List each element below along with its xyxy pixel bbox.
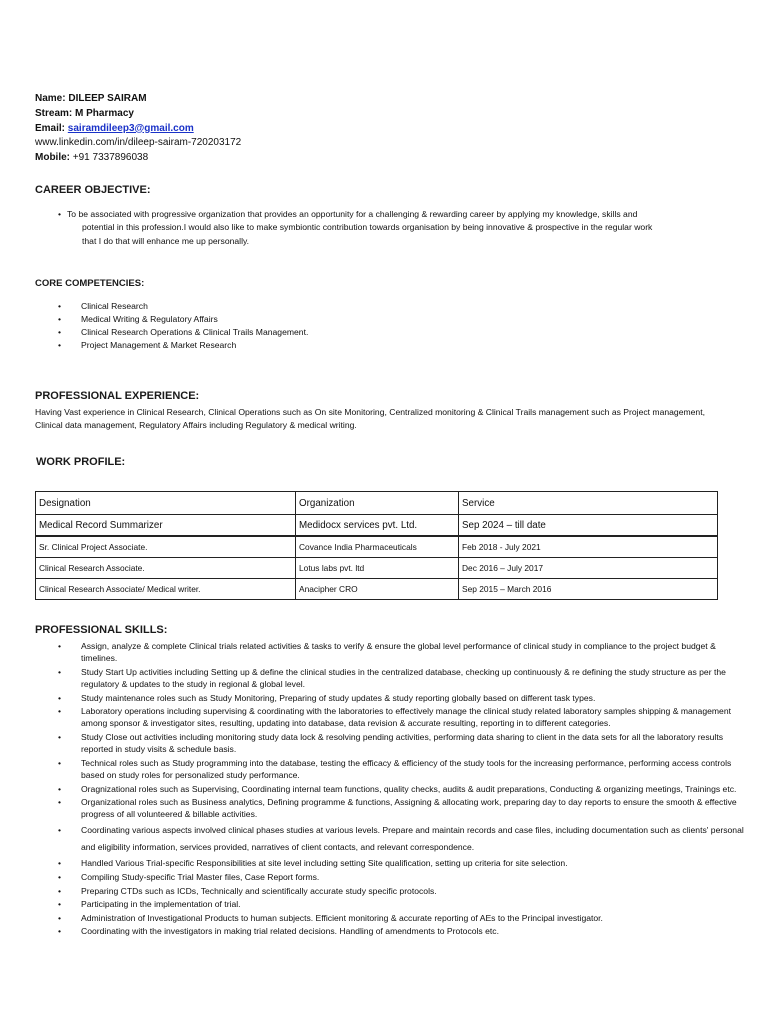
- core-competencies-list: [58, 300, 308, 352]
- mobile-label: Mobile:: [35, 152, 70, 164]
- table-cell: Covance India Pharmaceuticals: [296, 536, 459, 558]
- linkedin-line: www.linkedin.com/in/dileep-sairam-720203172: [35, 137, 242, 149]
- list-item: • Preparing CTDs such as ICDs, Technically and scientifically accurate study specific protocols.: [58, 885, 748, 897]
- column-header: Organization: [296, 492, 459, 515]
- list-item: • Technical roles such as Study programming into the database, testing the efficacy & efficiency of the study tools for the increasing performance, performing access controls based on study roles for personalized study performance.: [58, 757, 748, 781]
- list-item: • Clinical Research Operations & Clinical Trails Management.: [58, 326, 308, 339]
- column-header: Service: [459, 492, 718, 515]
- table-cell: Clinical Research Associate.: [36, 558, 296, 579]
- mobile-value: +91 7337896038: [72, 152, 149, 164]
- list-item: • Laboratory operations including supervising & coordinating with the laboratories to effectively manage the clinical study related laboratory samples shipping & management among sponsor & investigator sites, resulting, updating into database, data revision & accurate resulting, reporting in to different categories.: [58, 705, 748, 729]
- list-item: • Study Close out activities including monitoring study data lock & resolving pending activities, performing data sharing to client in the data sets for all the laboratory results reported in study visits & schedule basis.: [58, 731, 748, 755]
- table-cell: Clinical Research Associate/ Medical writer.: [36, 579, 296, 600]
- table-row: [36, 536, 718, 558]
- list-item: • Coordinating various aspects involved clinical phases studies at various levels. Prepare and maintain records and case files, including documentation such as clients' personal and eligibility information, services provided, narratives of client contacts, and relevant correspondence.: [58, 822, 748, 856]
- table-row: [36, 579, 718, 600]
- table-row: [36, 558, 718, 579]
- list-item: • Participating in the implementation of trial.: [58, 898, 748, 910]
- table-row: [36, 515, 718, 537]
- stream-line: [35, 107, 241, 122]
- objective-line: potential in this profession.I would also like to make symbiontic contribution towards organisation by being innovative & prospective in the regular work: [82, 222, 653, 233]
- objective-line: that I do that will enhance me up personally.: [82, 235, 250, 246]
- objective-line: To be associated with progressive organization that provides an opportunity for a challenging & rewarding career by applying my knowledge, skills and: [67, 209, 638, 219]
- list-item: • Oragnizational roles such as Supervising, Coordinating internal team functions, quality checks, audits & audit preparations, Conducting & organizing meetings, Trainings etc.: [58, 783, 748, 795]
- table-cell: Sep 2015 – March 2016: [459, 579, 718, 600]
- stream-label: Stream:: [35, 107, 73, 119]
- name-label: Name:: [35, 93, 66, 104]
- table-cell: Lotus labs pvt. ltd: [296, 558, 459, 579]
- stream-value: M Pharmacy: [75, 107, 134, 119]
- table-cell: Medical Record Summarizer: [36, 515, 296, 537]
- table-cell: Dec 2016 – July 2017: [459, 558, 718, 579]
- table-cell: Anacipher CRO: [296, 579, 459, 600]
- list-item: • Medical Writing & Regulatory Affairs: [58, 313, 308, 326]
- list-item: • Assign, analyze & complete Clinical trials related activities & tasks to verify & ensure the global level performance of clinical study in compliance to the project budget & timelines.: [58, 640, 748, 664]
- career-objective-text: [58, 208, 708, 248]
- work-profile-heading: WORK PROFILE:: [36, 456, 126, 468]
- professional-skills-list: [58, 640, 748, 939]
- column-header: Designation: [36, 492, 296, 515]
- list-item: • Organizational roles such as Business analytics, Defining programme & functions, Assigning & allocating work, preparing day to day reports to ensure the smooth & effective progress of all volunteered & billable activities.: [58, 796, 748, 820]
- bullet: •: [58, 209, 62, 219]
- list-item: • Study maintenance roles such as Study Monitoring, Preparing of study updates & study reporting globally based on different task types.: [58, 692, 748, 704]
- table-cell: Sep 2024 – till date: [459, 515, 718, 537]
- name-line: [35, 92, 241, 107]
- list-item: • Study Start Up activities including Setting up & define the clinical studies in the centralized database, checking up continuously & re defining the study structure as per the regulatory & updates to the study in regional & global level.: [58, 666, 748, 690]
- email-label: Email:: [35, 122, 66, 134]
- email-line: [35, 122, 241, 137]
- contact-block: [35, 92, 241, 166]
- table-cell: Sr. Clinical Project Associate.: [36, 536, 296, 558]
- work-profile-table: [35, 491, 718, 600]
- list-item: • Compiling Study-specific Trial Master files, Case Report forms.: [58, 871, 748, 883]
- list-item: • Administration of Investigational Products to human subjects. Efficient monitoring & accurate reporting of AEs to the Principal investigator.: [58, 912, 748, 924]
- table-cell: Feb 2018 - July 2021: [459, 536, 718, 558]
- list-item: • Clinical Research: [58, 300, 308, 313]
- professional-experience-heading: PROFESSIONAL EXPERIENCE:: [35, 390, 200, 402]
- career-objective-heading: CAREER OBJECTIVE:: [35, 184, 151, 196]
- email-link[interactable]: sairamdileep3@gmail.com: [67, 122, 194, 134]
- table-cell: Medidocx services pvt. Ltd.: [296, 515, 459, 537]
- name-value: DILEEP SAIRAM: [68, 93, 147, 104]
- professional-skills-heading: PROFESSIONAL SKILLS:: [35, 624, 168, 636]
- professional-experience-text: Having Vast experience in Clinical Research, Clinical Operations such as On site Monitoring, Centralized monitoring & Clinical Trails management such as Project management, Clinical data management, Regulatory Affairs including Regulatory & medical writing.: [35, 407, 705, 430]
- mobile-line: [35, 151, 241, 166]
- list-item: • Project Management & Market Research: [58, 339, 308, 352]
- core-competencies-heading: CORE COMPETENCIES:: [35, 278, 145, 289]
- list-item: • Handled Various Trial-specific Responsibilities at site level including setting Site qualification, setting up criteria for site selection.: [58, 857, 748, 869]
- list-item: • Coordinating with the investigators in making trial related decisions. Handling of amendments to Protocols etc.: [58, 925, 748, 937]
- table-header-row: [36, 492, 718, 515]
